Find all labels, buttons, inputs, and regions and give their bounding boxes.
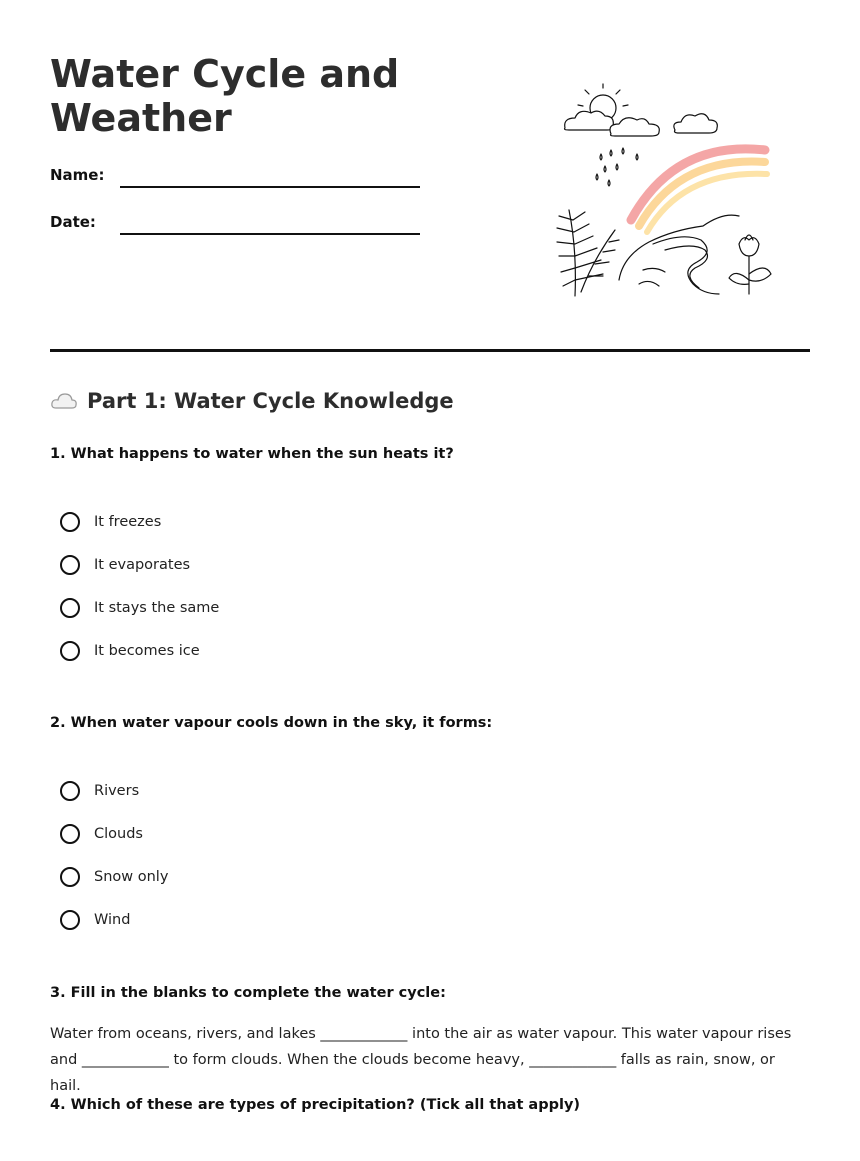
option-label: It becomes ice	[94, 643, 200, 659]
radio-button[interactable]	[60, 781, 80, 801]
option-label: Clouds	[94, 826, 143, 842]
option-label: It freezes	[94, 514, 162, 530]
name-label: Name:	[50, 166, 105, 184]
radio-button[interactable]	[60, 867, 80, 887]
part1-title: Part 1: Water Cycle Knowledge	[87, 389, 454, 413]
header-divider	[50, 349, 810, 352]
water-cycle-illustration-icon	[553, 80, 783, 302]
question-1: 1. What happens to water when the sun heats it?	[50, 446, 454, 462]
question-3: 3. Fill in the blanks to complete the water cycle:	[50, 985, 446, 1001]
q1-option-1[interactable]	[60, 509, 161, 535]
page-title: Water Cycle and Weather	[50, 52, 400, 140]
radio-button[interactable]	[60, 512, 80, 532]
option-label: Wind	[94, 912, 131, 928]
q2-option-1[interactable]	[60, 778, 139, 804]
radio-button[interactable]	[60, 910, 80, 930]
q2-option-3[interactable]	[60, 864, 168, 890]
fill-in-paragraph: Water from oceans, rivers, and lakes ____________ into the air as water vapour. This water vapour rises and ____________ to form clouds. When the clouds become heavy, ____________ falls as rain, snow, or hail.	[50, 1026, 792, 1094]
worksheet-page	[50, 0, 810, 1161]
option-label: It evaporates	[94, 557, 191, 573]
date-field[interactable]	[120, 233, 420, 235]
q2-option-4[interactable]	[60, 907, 130, 933]
radio-button[interactable]	[60, 641, 80, 661]
question-4: 4. Which of these are types of precipitation? (Tick all that apply)	[50, 1097, 581, 1113]
question-2: 2. When water vapour cools down in the sky, it forms:	[50, 715, 493, 731]
radio-button[interactable]	[60, 824, 80, 844]
q1-option-3[interactable]	[60, 595, 219, 621]
date-label: Date:	[50, 213, 96, 231]
option-label: It stays the same	[94, 600, 220, 616]
q2-option-2[interactable]	[60, 821, 143, 847]
q1-option-4[interactable]	[60, 638, 200, 664]
option-label: Snow only	[94, 869, 169, 885]
part1-heading	[50, 389, 454, 413]
q1-option-2[interactable]	[60, 552, 190, 578]
radio-button[interactable]	[60, 555, 80, 575]
name-field[interactable]	[120, 186, 420, 188]
radio-button[interactable]	[60, 598, 80, 618]
option-label: Rivers	[94, 783, 140, 799]
cloud-icon	[50, 391, 78, 411]
